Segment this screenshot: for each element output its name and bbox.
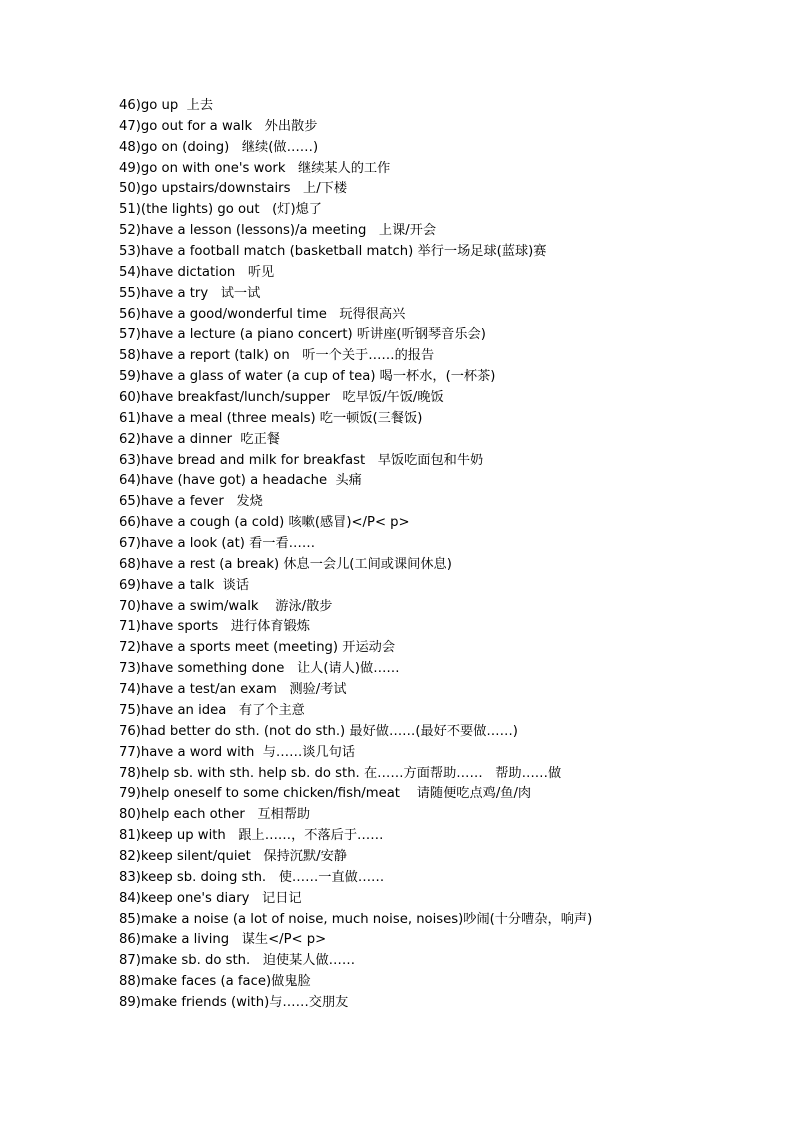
phrase-line-58: 58)have a report (talk) on 听一个关于……的报告 (119, 348, 435, 364)
phrase-line-77: 77)have a word with 与……谈几句话 (119, 744, 356, 760)
phrase-line-68: 68)have a rest (a break) 休息一会儿(工间或课间休息) (119, 556, 452, 572)
phrase-line-67: 67)have a look (at) 看一看…… (119, 536, 316, 552)
phrase-line-80: 80)help each other 互相帮助 (119, 807, 311, 823)
phrase-line-49: 49)go on with one's work 继续某人的工作 (119, 160, 391, 176)
phrase-line-79: 79)help oneself to some chicken/fish/meat 请随便吃点鸡/鱼/肉 (119, 786, 532, 802)
phrase-line-76: 76)had better do sth. (not do sth.) 最好做……(最好不要做……) (119, 723, 518, 739)
phrase-line-75: 75)have an idea 有了个主意 (119, 702, 305, 718)
phrase-line-47: 47)go out for a walk 外出散步 (119, 118, 318, 134)
phrase-list (119, 96, 769, 1014)
phrase-line-89: 89)make friends (with)与……交朋友 (119, 994, 349, 1010)
phrase-line-78: 78)help sb. with sth. help sb. do sth. 在……方面帮助…… 帮助……做 (119, 765, 562, 781)
phrase-line-63: 63)have bread and milk for breakfast 早饭吃面包和牛奶 (119, 452, 484, 468)
phrase-line-88: 88)make faces (a face)做鬼脸 (119, 974, 311, 990)
phrase-line-46: 46)go up 上去 (119, 98, 214, 113)
phrase-line-65: 65)have a fever 发烧 (119, 494, 263, 510)
phrase-line-82: 82)keep silent/quiet 保持沉默/安静 (119, 848, 347, 864)
phrase-line-86: 86)make a living 谋生</P< p> (119, 932, 327, 948)
phrase-line-83: 83)keep sb. doing sth. 使……一直做…… (119, 869, 385, 885)
phrase-line-53: 53)have a football match (basketball match) 举行一场足球(蓝球)赛 (119, 244, 547, 260)
phrase-line-85: 85)make a noise (a lot of noise, much noise, noises)吵闹(十分嘈杂，响声) (119, 911, 593, 927)
phrase-line-61: 61)have a meal (three meals) 吃一顿饭(三餐饭) (119, 410, 423, 426)
phrase-line-72: 72)have a sports meet (meeting) 开运动会 (119, 640, 396, 656)
phrase-line-51: 51)(the lights) go out (灯)熄了 (119, 202, 322, 218)
phrase-line-60: 60)have breakfast/lunch/supper 吃早饭/午饭/晚饭 (119, 390, 444, 406)
phrase-line-52: 52)have a lesson (lessons)/a meeting 上课/开会 (119, 223, 437, 239)
phrase-line-55: 55)have a try 试一试 (119, 285, 261, 301)
phrase-line-84: 84)keep one's diary 记日记 (119, 890, 302, 906)
phrase-line-66: 66)have a cough (a cold) 咳嗽(感冒)</P< p> (119, 515, 410, 531)
phrase-line-48: 48)go on (doing) 继续(做……) (119, 139, 319, 155)
phrase-line-71: 71)have sports 进行体育锻炼 (119, 619, 310, 635)
phrase-line-56: 56)have a good/wonderful time 玩得很高兴 (119, 306, 406, 322)
phrase-line-62: 62)have a dinner 吃正餐 (119, 431, 280, 447)
phrase-line-87: 87)make sb. do sth. 迫使某人做…… (119, 953, 356, 969)
phrase-line-73: 73)have something done 让人(请人)做…… (119, 661, 400, 677)
phrase-line-54: 54)have dictation 听见 (119, 264, 275, 280)
phrase-line-69: 69)have a talk 谈话 (119, 577, 250, 593)
phrase-line-74: 74)have a test/an exam 测验/考试 (119, 682, 347, 698)
phrase-line-81: 81)keep up with 跟上……，不落后于…… (119, 828, 384, 844)
phrase-line-57: 57)have a lecture (a piano concert) 听讲座(听钢琴音乐会) (119, 327, 486, 343)
phrase-line-50: 50)go upstairs/downstairs 上/下楼 (119, 181, 348, 197)
phrase-line-64: 64)have (have got) a headache 头痛 (119, 473, 362, 489)
phrase-line-70: 70)have a swim/walk 游泳/散步 (119, 598, 333, 614)
phrase-line-59: 59)have a glass of water (a cup of tea) 喝一杯水，(一杯茶) (119, 369, 496, 385)
